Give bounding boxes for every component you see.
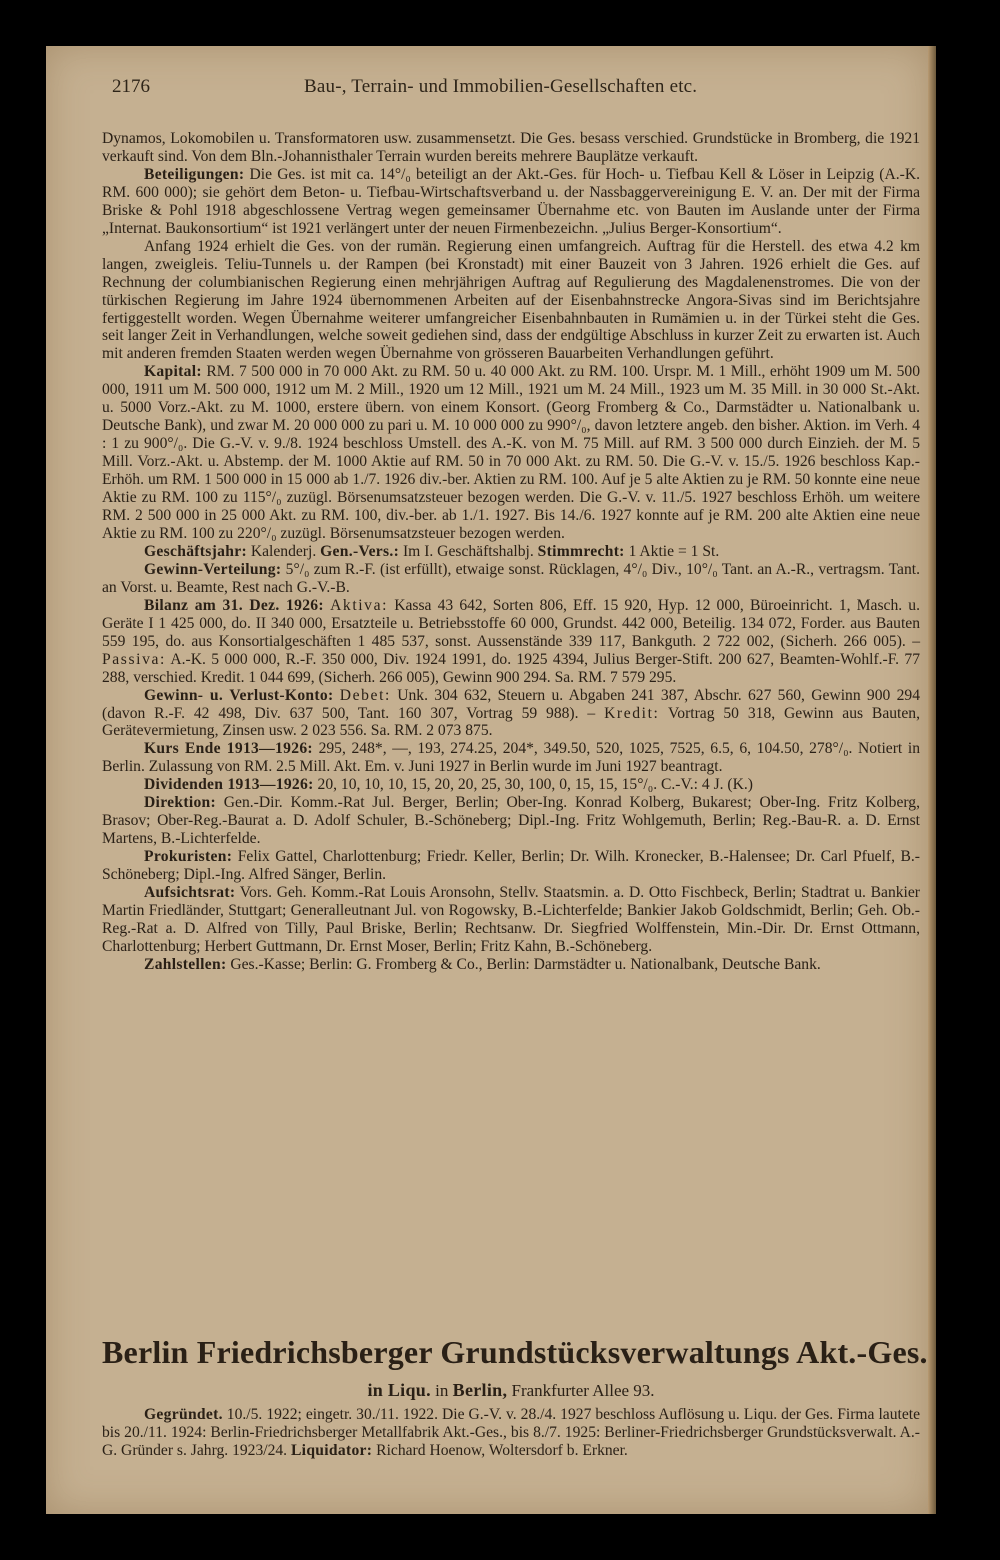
zahlstellen-text: Ges.-Kasse; Berlin: G. Fromberg & Co., Berlin: Darmstädter u. Nationalbank, Deutsche Bank.: [226, 955, 821, 973]
genvers-label: Gen.-Vers.:: [320, 542, 400, 560]
running-title: Bau-, Terrain- und Immobilien-Gesellschaften etc.: [304, 76, 698, 97]
kapital-label: Kapital:: [144, 363, 202, 381]
bilanz-passiva-text: A.-K. 5 000 000, R.-F. 350 000, Div. 1924 1991, do. 1925 4394, Julius Berger-Stift. 200 627, Beamten-Wohlf.-F. 77 288, verschied. Kredit. 1 044 699, (Sicherh. 266 005), Gewinn 900 294. Sa. RM. 7 579 295.: [102, 650, 920, 686]
stimmrecht-text: 1 Aktie = 1 St.: [624, 542, 720, 560]
direktion-text: Gen.-Dir. Komm.-Rat Jul. Berger, Berlin; Ober-Ing. Konrad Kolberg, Bukarest; Ober-Ing. Fritz Kolberg, Brasov; Ober-Reg.-Baurat a. D. Adolf Schuler, B.-Schöneberg; Dipl.-Ing. Fritz Wohlgemuth, Berlin; Reg.-Bau-R. a. D. Ernst Martens, B.-Lichterfelde.: [102, 794, 920, 848]
bilanz-aktiva-label: Aktiva:: [330, 596, 389, 614]
gewinnverteilung-text: 5°/₀ zum R.-F. (ist erfüllt), etwaige sonst. Rücklagen, 4°/₀ Div., 10°/₀ Tant. an A.-R., vertragsm. Tant. an Vorst. u. Beamte, Rest nach G.-V.-B.: [102, 560, 920, 596]
geschaeftsjahr-paragraph: [102, 543, 920, 561]
intro-paragraph: Dynamos, Lokomobilen u. Transformatoren usw. zusammensetzt. Die Ges. besass verschied. Grundstücke in Bromberg, die 1921 verkauft sind. Von dem Bln.-Johannisthaler Terrain wurden bereits mehrere Bauplätze verkauft.: [102, 130, 920, 165]
genvers-text: Im I. Geschäftshalbj.: [399, 542, 538, 560]
book-page: [46, 46, 928, 1514]
subtitle-city: Berlin,: [452, 1380, 508, 1400]
geschaeftsjahr-label: Geschäftsjahr:: [144, 542, 247, 560]
beteiligungen-text: Die Ges. ist mit ca. 14°/₀ beteiligt an der Akt.-Ges. für Hoch- u. Tiefbau Kell & Löser in Leipzig (A.-K. RM. 600 000); sie gehört dem Beton- u. Tiefbau-Wirtschaftsverband u. der Nassbaggervereinigung E. V. an. Der mit der Firma Briske & Pohl 1918 abgeschlossene Vertrag wegen gemeinsamer Übernahme etc. von Bauten im Auslande unter der Firma „Internat. Baukonsortium“ ist 1921 verlängert unter der neuen Firmenbezeichn. „Julius Berger-Konsortium“.: [102, 165, 920, 237]
kurs-text: 295, 248*, —, 193, 274.25, 204*, 349.50, 520, 1025, 7525, 6.5, 6, 104.50, 278°/₀. Notiert in Berlin. Zulassung von RM. 2.5 Mill. Akt. Em. v. Juni 1927 in Berlin wurde im Juni 1927 beantragt.: [102, 740, 920, 776]
kapital-text: RM. 7 500 000 in 70 000 Akt. zu RM. 50 u. 40 000 Akt. zu RM. 100. Urspr. M. 1 Mill., erhöht 1909 um M. 500 000, 1911 um M. 500 000, 1912 um M. 2 Mill., 1920 um 12 Mill., 1921 um M. 24 Mill., 1923 um M. 35 Mill. in 30 000 St.-Akt. u. 5000 Vorz.-Akt. zu M. 1000, erstere übern. von einem Konsort. (Georg Fromberg & Co., Darmstädter u. Nationalbank u. Deutsche Bank), und zwar M. 20 000 000 zu pari u. M. 10 000 000 zu 990°/₀, davon letztere angeb. den bisher. Aktion. im Verh. 4 : 1 zu 900°/₀. Die G.-V. v. 9./8. 1924 beschloss Umstell. des A.-K. von M. 75 Mill. auf RM. 3 500 000 durch Einzieh. der M. 5 Mill. Vorz.-Akt. u. Abstemp. der M. 1000 Aktie auf RM. 50 in 70 000 Akt. zu RM. 50. Die G.-V. v. 15./5. 1926 beschloss Kap.-Erhöh. um RM. 1 500 000 in 15 000 ab 1./7. 1926 div.-ber. Aktien zu RM. 100. Auf je 5 alte Aktien zu je RM. 50 konnte eine neue Aktie zu RM. 100 zu 115°/₀ zuzügl. Börsenumsatzsteuer bezogen werden. Die G.-V. v. 11./5. 1927 beschloss Erhöh. um weitere RM. 2 500 000 in 25 000 Akt. zu RM. 100, div.-ber. ab 1./1. 1927. Bis 14./6. 1927 konnte auf je RM. 200 alte Aktien eine neue Aktie zu RM. 100 zu 220°/₀ zuzügl. Börsenumsatzsteuer bezogen werden.: [102, 363, 920, 542]
geschaeftsjahr-text: Kalenderj.: [246, 542, 321, 560]
bilanz-paragraph: [102, 597, 920, 687]
anfang-paragraph: Anfang 1924 erhielt die Ges. von der rumän. Regierung einen umfangreich. Auftrag für die Herstell. des etwa 4.2 km langen, zweigleis. Teliu-Tunnels u. der Rampen (bei Kronstadt) mit einer Bauzeit von 3 Jahren. 1926 erhielt die Ges. auf Rechnung der columbianischen Regierung einen mehrjährigen Auftrag auf Regulierung des Magdalenenstromes. Die von der türkischen Regierung im Jahre 1924 übernommenen Arbeiten auf der Eisenbahnstrecke Angora-Sivas sind im Berichtsjahre fertiggestellt worden. Wegen Übernahme weiterer umfangreicher Eisenbahnbauten in Rumämien u. in der Türkei steht die Ges. seit langer Zeit in Verhandlungen, welche soweit gediehen sind, dass der endgültige Abschluss in kurzer Zeit zu erwarten ist. Auch mit anderen fremden Staaten werden wegen Übernahme von grösseren Bauarbeiten Verhandlungen geführt.: [102, 237, 920, 363]
guv-debet-label: Debet:: [339, 686, 391, 704]
direktion-paragraph: [102, 794, 920, 848]
dividenden-text: 20, 10, 10, 10, 15, 20, 20, 25, 30, 100, 0, 15, 15, 15°/₀. C.-V.: 4 J. (K.): [313, 776, 753, 794]
guv-paragraph: [102, 687, 920, 741]
aufsichtsrat-label: Aufsichtsrat:: [144, 884, 236, 902]
subtitle-address: Frankfurter Allee 93.: [507, 1381, 655, 1400]
bilanz-aktiva-text: Kassa 43 642, Sorten 806, Eff. 15 920, Hyp. 12 000, Büroeinricht. 1, Masch. u. Geräte I 1 425 000, do. II 340 000, Ersatzteile u. Betriebsstoffe 60 000, Grundst. 442 000, Beteilig. 134 072, Forder. aus Bauten 559 195, do. aus Konsortialgeschäften 1 485 537, sonst. Aussenstände 339 117, Bankguth. 2 722 002, (Sicherh. 266 005). –: [102, 596, 920, 650]
aufsichtsrat-text: Vors. Geh. Komm.-Rat Louis Aronsohn, Stellv. Staatsmin. a. D. Otto Fischbeck, Berlin; Stadtrat u. Bankier Martin Friedländer, Stuttgart; Generalleutnant Jul. von Rogowsky, B.-Lichterfelde; Bankier Jakob Goldschmidt, Berlin; Geh. Ob.-Reg.-Rat a. D. Alfred von Tilly, Paul Briske, Berlin; Rechtsanw. Dr. Siegfried Wolffenstein, Min.-Dir. Dr. Ernst Ottmann, Charlottenburg; Herbert Guttmann, Dr. Ernst Moser, Berlin; Fritz Kahn, B.-Schöneberg.: [102, 884, 920, 955]
gegruendet-paragraph: [102, 1406, 920, 1461]
bilanz-label: Bilanz am 31. Dez. 1926:: [144, 596, 324, 614]
stimmrecht-label: Stimmrecht:: [537, 542, 625, 560]
company-subtitle: [102, 1380, 920, 1401]
page-number: 2176: [112, 76, 150, 97]
subtitle-liqu: in Liqu.: [367, 1380, 431, 1400]
guv-debet-text: Unk. 304 632, Steuern u. Abgaben 241 387, Abschr. 627 560, Gewinn 900 294 (davon R.-F. 42 498, Div. 637 500, Tant. 160 307, Vortrag 59 988). –: [102, 686, 920, 722]
company-title: Berlin Friedrichsberger Grundstücksverwaltungs Akt.-Ges.: [102, 1334, 928, 1370]
aufsichtsrat-paragraph: [102, 884, 920, 956]
gegruendet-label: Gegründet.: [144, 1406, 223, 1423]
kurs-paragraph: [102, 740, 920, 776]
kurs-label: Kurs Ende 1913—1926:: [144, 740, 313, 758]
beteiligungen-label: Beteiligungen:: [144, 165, 245, 183]
zahlstellen-label: Zahlstellen:: [144, 955, 227, 973]
company-entry-text: [102, 130, 920, 974]
guv-label: Gewinn- u. Verlust-Konto:: [144, 686, 334, 704]
prokuristen-text: Felix Gattel, Charlottenburg; Friedr. Keller, Berlin; Dr. Wilh. Kronecker, B.-Halensee; Dr. Carl Pfuelf, B.-Schöneberg; Dipl.-Ing. Alfred Sänger, Berlin.: [102, 848, 920, 884]
second-entry-text: [102, 1406, 920, 1461]
dividenden-label: Dividenden 1913—1926:: [144, 776, 314, 794]
liquidator-label: Liquidator:: [290, 1442, 373, 1460]
page-edge: [928, 46, 936, 1514]
prokuristen-label: Prokuristen:: [144, 848, 233, 866]
subtitle-in: in: [430, 1381, 453, 1400]
guv-kredit-text: Vortrag 50 318, Gewinn aus Bauten, Gerätevermietung, Zinsen usw. 2 023 556. Sa. RM. 2 073 875.: [102, 704, 920, 740]
gewinnverteilung-label: Gewinn-Verteilung:: [144, 560, 282, 578]
prokuristen-paragraph: [102, 848, 920, 884]
page-header: [112, 76, 912, 102]
liquidator-text: Richard Hoenow, Woltersdorf b. Erkner.: [372, 1442, 628, 1460]
dividenden-paragraph: [102, 776, 920, 794]
kapital-paragraph: [102, 363, 920, 543]
gewinnverteilung-paragraph: [102, 561, 920, 597]
direktion-label: Direktion:: [144, 794, 217, 812]
gegruendet-text: 10./5. 1922; eingetr. 30./11. 1922. Die G.-V. v. 28./4. 1927 beschloss Auflösung u. Liqu. der Ges. Firma lautete bis 20./11. 1924: Berlin-Friedrichsberger Metallfabrik Akt.-Ges., bis 8./7. 1925: Berliner-Friedrichsberger Grundstücksverwalt. A.-G. Gründer s. Jahrg. 1923/24.: [102, 1406, 920, 1460]
zahlstellen-paragraph: [102, 956, 920, 974]
bilanz-passiva-label: Passiva:: [102, 650, 166, 668]
beteiligungen-paragraph: [102, 166, 920, 238]
guv-kredit-label: Kredit:: [604, 704, 660, 722]
